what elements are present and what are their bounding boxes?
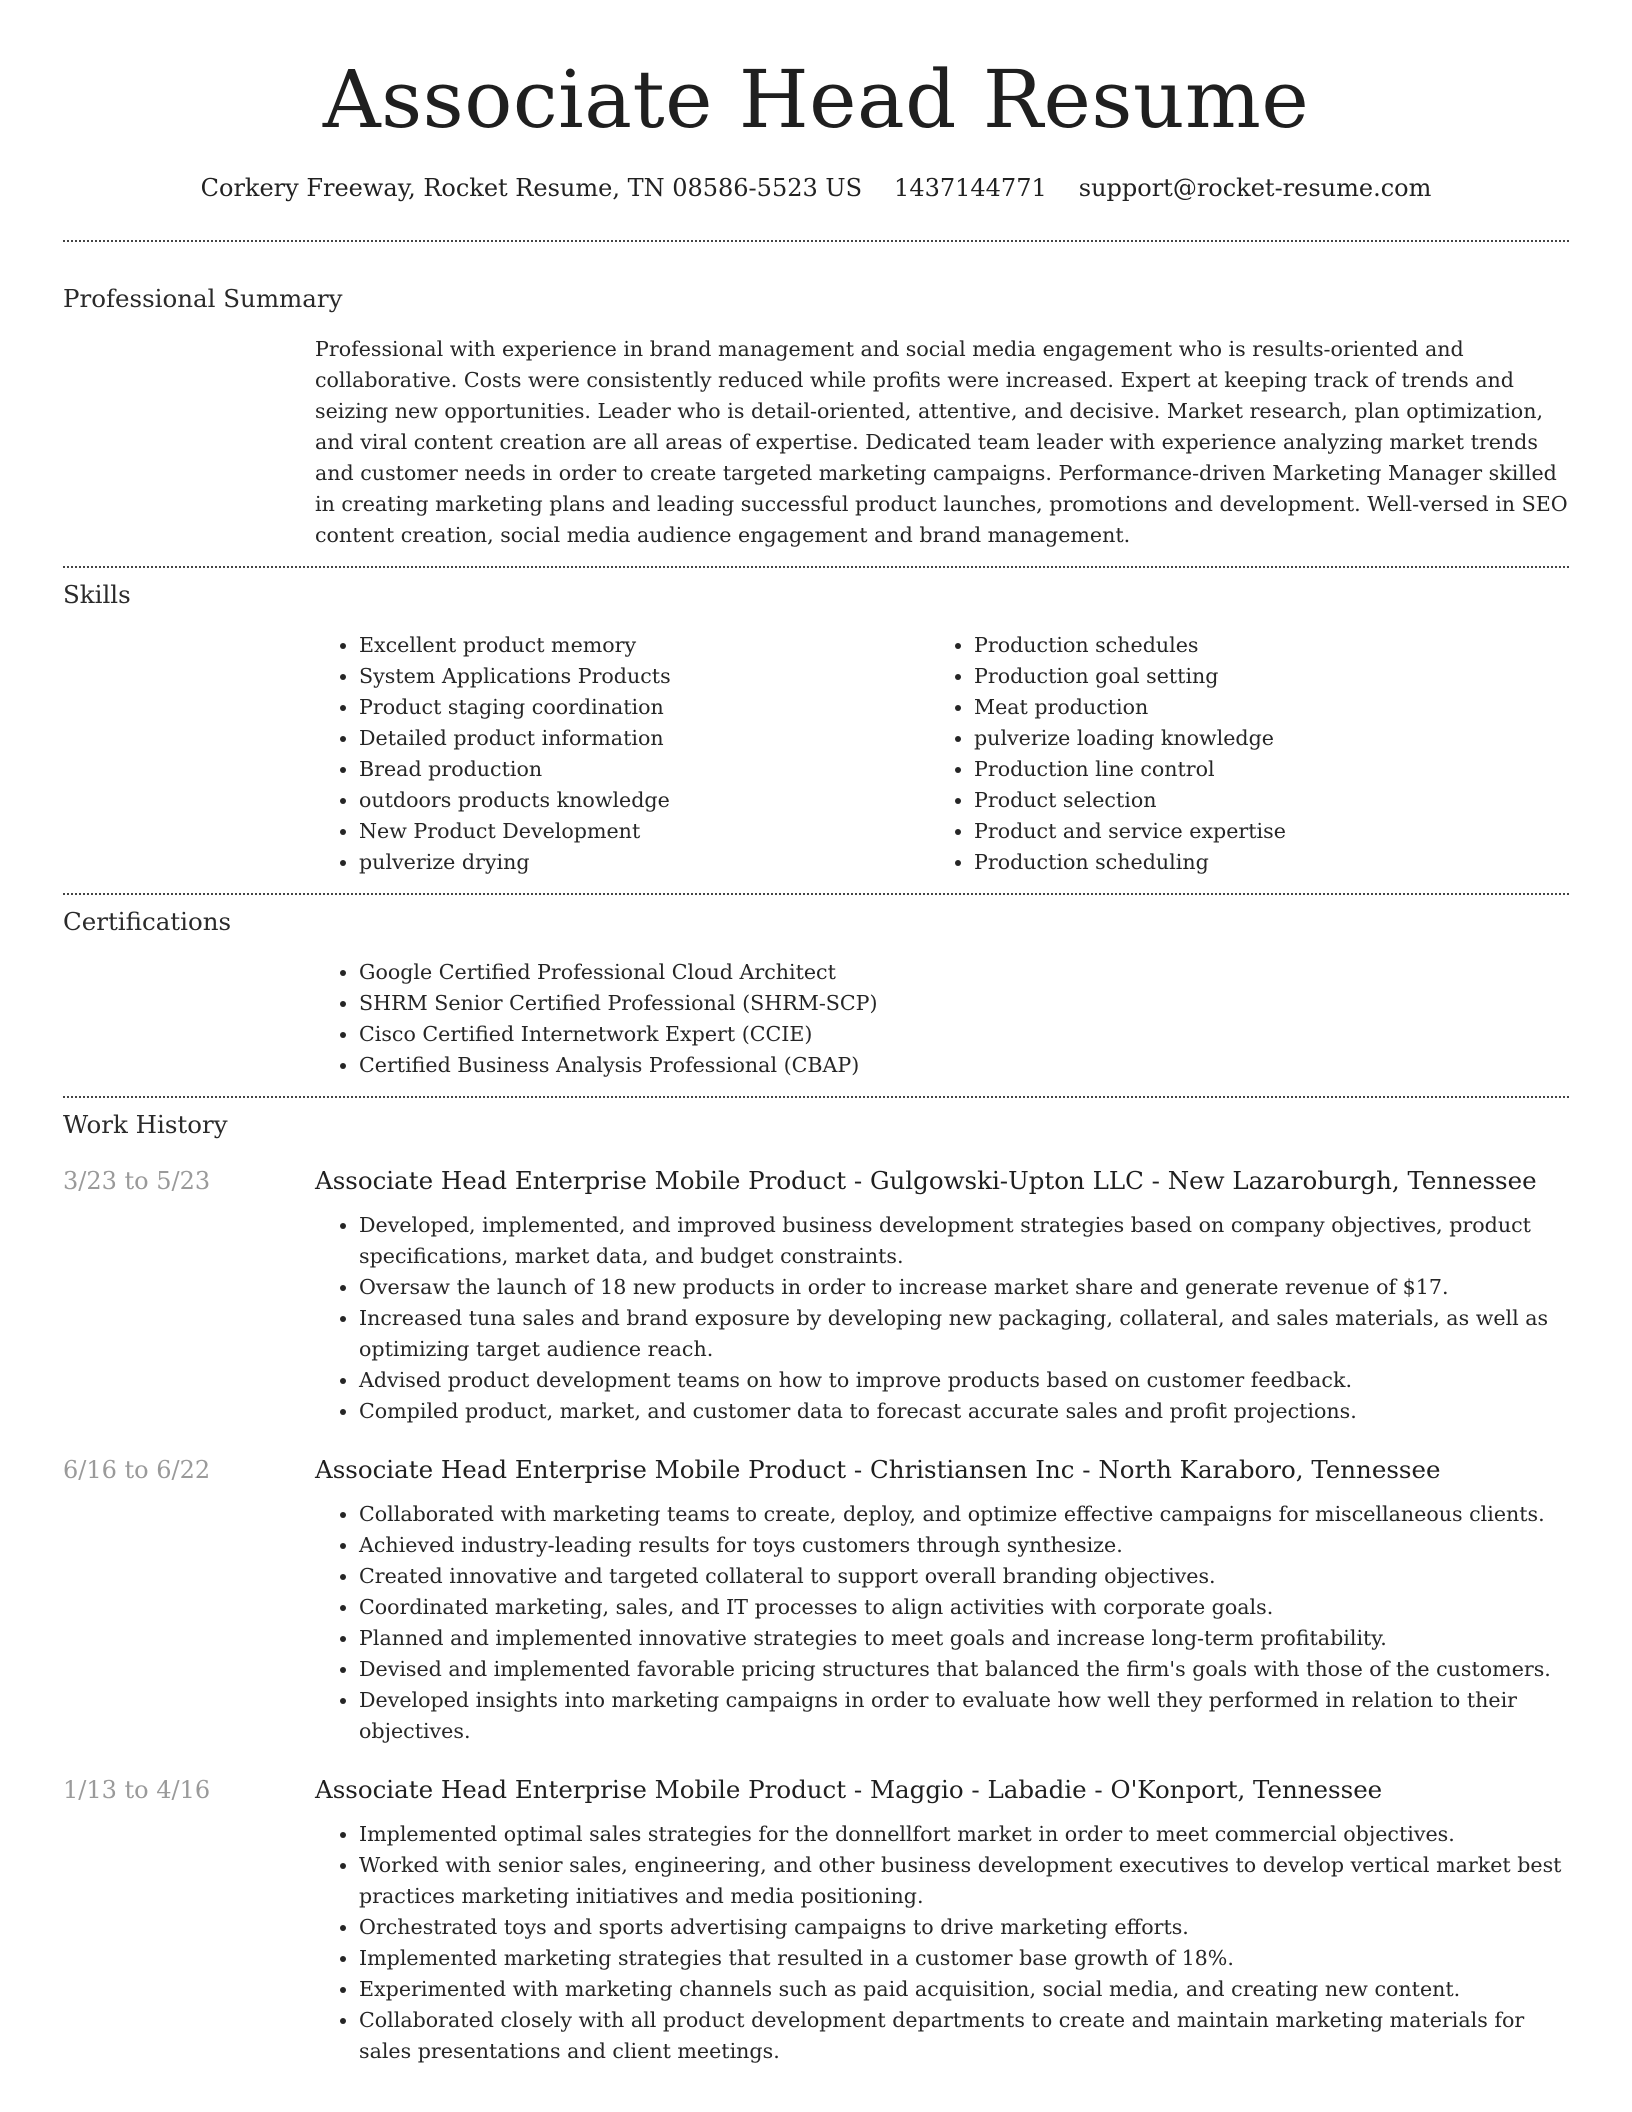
contact-phone: 1437144771	[894, 174, 1047, 202]
skill-item: • Excellent product memory	[359, 630, 930, 661]
job-bullet: • Collaborated with marketing teams to create, deploy, and optimize effective campaigns for miscellaneous clients.	[359, 1499, 1569, 1530]
skill-item: • Product selection	[974, 785, 1569, 816]
job-bullet: • Achieved industry-leading results for toys customers through synthesize.	[359, 1530, 1569, 1561]
skill-item: • Production scheduling	[974, 847, 1569, 878]
summary-heading: Professional Summary	[63, 284, 343, 313]
job-dates: 1/13 to 4/16	[63, 1776, 211, 1804]
work-history-heading: Work History	[63, 1110, 228, 1139]
job-bullet-list	[315, 1210, 1569, 1427]
job-dates: 3/23 to 5/23	[63, 1167, 211, 1195]
skill-item: • New Product Development	[359, 816, 930, 847]
skill-item: • Product staging coordination	[359, 692, 930, 723]
certification-item: • Google Certified Professional Cloud Architect	[359, 957, 1569, 988]
job-bullet: • Collaborated closely with all product development departments to create and maintain marketing materials for sales presentations and client meetings.	[359, 2005, 1569, 2067]
job-bullets	[315, 1819, 1569, 2067]
skills-list-left	[315, 630, 930, 878]
job-entry	[63, 1773, 1569, 2067]
skill-item: • Product and service expertise	[974, 816, 1569, 847]
job-bullet: • Implemented marketing strategies that resulted in a customer base growth of 18%.	[359, 1943, 1569, 1974]
job-bullet: • Advised product development teams on how to improve products based on customer feedback.	[359, 1365, 1569, 1396]
work-history-section	[63, 1098, 1569, 2067]
certification-item: • SHRM Senior Certified Professional (SHRM-SCP)	[359, 988, 1569, 1019]
job-bullet: • Developed insights into marketing campaigns in order to evaluate how well they performed in relation to their objectives.	[359, 1685, 1569, 1747]
resume-title: Associate Head Resume	[322, 53, 1310, 146]
job-bullet: • Worked with senior sales, engineering, and other business development executives to develop vertical market best practices marketing initiatives and media positioning.	[359, 1850, 1569, 1912]
job-header	[63, 1453, 1569, 1487]
skill-item: • Bread production	[359, 754, 930, 785]
job-bullet: • Devised and implemented favorable pricing structures that balanced the firm's goals with those of the customers.	[359, 1654, 1569, 1685]
summary-section	[63, 242, 1569, 551]
certification-item: • Certified Business Analysis Professional (CBAP)	[359, 1050, 1569, 1081]
skill-item: • Meat production	[974, 692, 1569, 723]
job-bullets	[315, 1499, 1569, 1747]
job-bullet: • Planned and implemented innovative strategies to meet goals and increase long-term profitability.	[359, 1623, 1569, 1654]
job-header	[63, 1164, 1569, 1198]
skills-section	[63, 568, 1569, 878]
certifications-body	[315, 957, 1569, 1081]
skill-item: • pulverize drying	[359, 847, 930, 878]
summary-text: Professional with experience in brand management and social media engagement who is results-oriented and collaborative. Costs were consistently reduced while profits were increased. Expert at keeping track of trends and seizing new opportunities. Leader who is detail-oriented, attentive, and decisive. Market research, plan optimization, and viral content creation are all areas of expertise. Dedicated team leader with experience analyzing market trends and customer needs in order to create targeted marketing campaigns. Performance-driven Marketing Manager skilled in creating marketing plans and leading successful product launches, promotions and development. Well-versed in SEO content creation, social media audience engagement and brand management.	[315, 337, 1568, 547]
job-bullets	[315, 1210, 1569, 1427]
skills-list-right	[930, 630, 1569, 878]
certifications-section	[63, 895, 1569, 1081]
job-entry	[63, 1453, 1569, 1747]
skills-heading: Skills	[63, 580, 131, 609]
job-title: Associate Head Enterprise Mobile Product - Christiansen Inc - North Karaboro, Tennessee	[315, 1455, 1441, 1484]
skill-item: • outdoors products knowledge	[359, 785, 930, 816]
job-bullet: • Implemented optimal sales strategies for the donnellfort market in order to meet commercial objectives.	[359, 1819, 1569, 1850]
skill-item: • Detailed product information	[359, 723, 930, 754]
job-bullet: • Orchestrated toys and sports advertising campaigns to drive marketing efforts.	[359, 1912, 1569, 1943]
skill-item: • Production goal setting	[974, 661, 1569, 692]
job-bullet-list	[315, 1819, 1569, 2067]
skill-item: • pulverize loading knowledge	[974, 723, 1569, 754]
job-bullet: • Experimented with marketing channels such as paid acquisition, social media, and creating new content.	[359, 1974, 1569, 2005]
certifications-list	[315, 957, 1569, 1081]
skills-grid	[315, 630, 1569, 878]
job-title: Associate Head Enterprise Mobile Product - Maggio - Labadie - O'Konport, Tennessee	[315, 1775, 1383, 1804]
contact-email: support@rocket-resume.com	[1078, 174, 1432, 202]
job-entry	[63, 1164, 1569, 1427]
job-bullet-list	[315, 1499, 1569, 1747]
job-bullet: • Developed, implemented, and improved business development strategies based on company objectives, product specifications, market data, and budget constraints.	[359, 1210, 1569, 1272]
job-header	[63, 1773, 1569, 1807]
job-title: Associate Head Enterprise Mobile Product - Gulgowski-Upton LLC - New Lazaroburgh, Tennessee	[315, 1166, 1537, 1195]
summary-body	[315, 334, 1569, 551]
job-bullet: • Coordinated marketing, sales, and IT processes to align activities with corporate goals.	[359, 1592, 1569, 1623]
job-dates: 6/16 to 6/22	[63, 1456, 211, 1484]
job-bullet: • Created innovative and targeted collateral to support overall branding objectives.	[359, 1561, 1569, 1592]
skill-item: • Production schedules	[974, 630, 1569, 661]
certification-item: • Cisco Certified Internetwork Expert (CCIE)	[359, 1019, 1569, 1050]
certifications-heading: Certifications	[63, 907, 232, 936]
skill-item: • Production line control	[974, 754, 1569, 785]
skill-item: • System Applications Products	[359, 661, 930, 692]
job-bullet: • Oversaw the launch of 18 new products in order to increase market share and generate revenue of $17.	[359, 1272, 1569, 1303]
job-bullet: • Compiled product, market, and customer data to forecast accurate sales and profit projections.	[359, 1396, 1569, 1427]
job-bullet: • Increased tuna sales and brand exposure by developing new packaging, collateral, and sales materials, as well as optimizing target audience reach.	[359, 1303, 1569, 1365]
contact-line	[63, 170, 1569, 206]
contact-address: Corkery Freeway, Rocket Resume, TN 08586-5523 US	[200, 174, 863, 202]
